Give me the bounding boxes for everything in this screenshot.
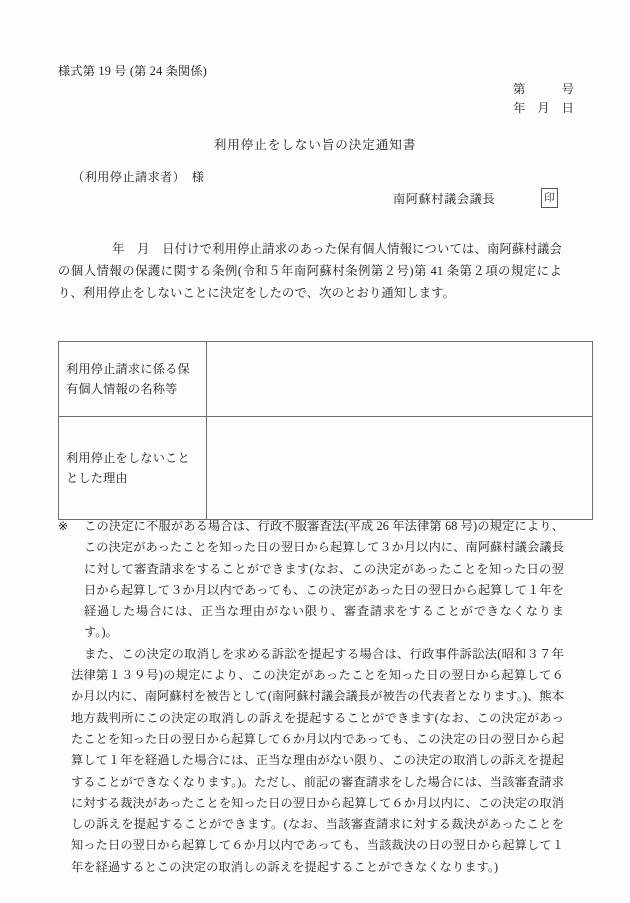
body-paragraph-text: 年 月 日付けで利用停止請求のあった保有個人情報については、南阿蘇村議会の個人情報の保護に関する条例(令和５年南阿蘇村条例第２号)第 41 条第２項の規定により、利用停止をしないことに決定をしたので、次のとおり通知します。 bbox=[58, 242, 562, 300]
table-row-value-reason[interactable] bbox=[207, 417, 593, 520]
issuer-name: 南阿蘇村議会議長 bbox=[393, 192, 496, 206]
page-title: 利用停止をしない旨の決定通知書 bbox=[213, 138, 417, 152]
table-row-label-reason: 利用停止をしないこととした理由 bbox=[59, 417, 207, 520]
reference-number-line: 第 号 bbox=[513, 82, 574, 96]
footnote-marker-icon: ※ bbox=[58, 519, 69, 533]
seal-stamp-icon: 印 bbox=[541, 188, 558, 208]
table-row-label-subject-name: 利用停止請求に係る保有個人情報の名称等 bbox=[59, 342, 207, 417]
footnotes bbox=[58, 516, 564, 878]
date-line: 年 月 日 bbox=[513, 101, 574, 115]
footnote-item-1-text: この決定に不服がある場合は、行政不服審査法(平成 26 年法律第 68 号)の規定により、この決定があったことを知った日の翌日から起算して３か月以内に、南阿蘇村議会議長に対して審査請求をすることができます(なお、この決定があったことを知った日の翌日から起算して３か月以内であっても、この決定があった日の翌日から起算して１年を経過した場合には、正当な理由がない限り、審査請求をすることができなくなります。)。 bbox=[84, 519, 564, 640]
form-number: 様式第 19 号 (第 24 条関係) bbox=[58, 64, 208, 78]
footnote-item-1 bbox=[58, 516, 564, 644]
body-paragraph bbox=[58, 238, 562, 304]
table-row bbox=[59, 342, 593, 417]
table-row bbox=[59, 417, 593, 520]
issuer-block bbox=[0, 188, 630, 214]
addressee-line: （利用停止請求者） 様 bbox=[72, 170, 205, 184]
information-table bbox=[58, 341, 593, 520]
document-number-block bbox=[513, 80, 574, 118]
table-row-value-subject-name[interactable] bbox=[207, 342, 593, 417]
footnote-item-2: また、この決定の取消しを求める訴訟を提起する場合は、行政事件訴訟法(昭和３７年法律第１３９号)の規定により、この決定があったことを知った日の翌日から起算して６か月以内に、南阿蘇村を被告として(南阿蘇村議会議長が被告の代表者となります。)、熊本地方裁判所にこの決定の取消しの訴えを提起することができます(なお、この決定があったことを知った日の翌日から起算して６か月以内であっても、この決定の日の翌日から起算して１年を経過した場合には、正当な理由がない限り、この決定の取消しの訴えを提起することができなくなります。)。ただし、前記の審査請求をした場合には、当該審査請求に対する裁決があったことを知った日の翌日から起算して６か月以内に、この決定の取消しの訴えを提起することができます。(なお、当該審査請求に対する裁決があったことを知った日の翌日から起算して６か月以内であっても、当該裁決の日の翌日から起算して１年を経過するとこの決定の取消しの訴えを提起することができなくなります。) bbox=[71, 646, 564, 874]
